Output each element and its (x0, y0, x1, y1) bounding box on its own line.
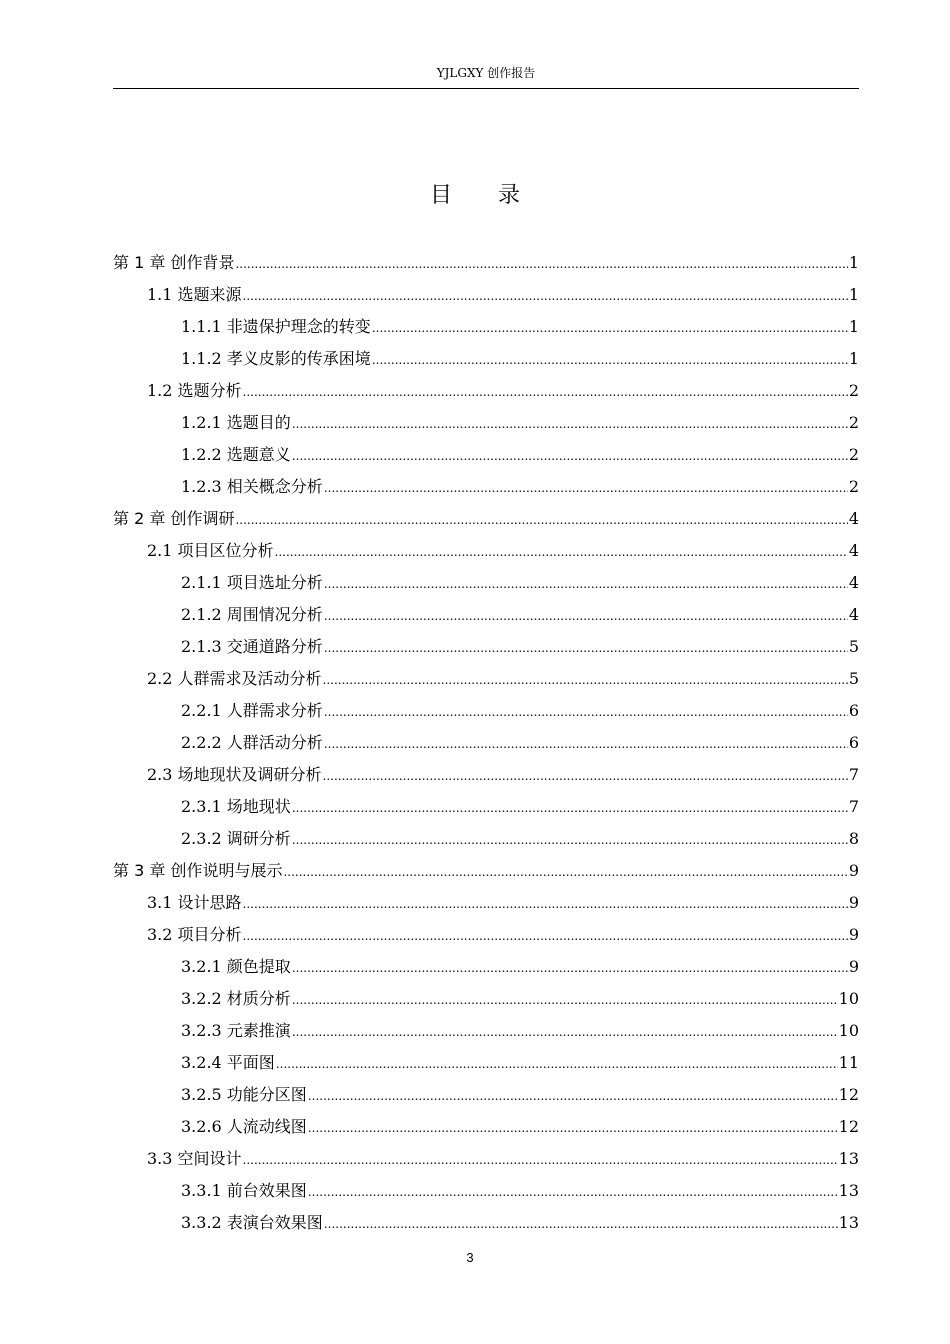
toc-entry-page: 2 (848, 445, 859, 464)
toc-entry-label: 1.1.1 非遗保护理念的转变 (181, 317, 371, 336)
toc-entry[interactable] (113, 407, 859, 439)
toc-entry-label: 2.2.2 人群活动分析 (181, 733, 323, 752)
toc-entry-page: 13 (838, 1213, 859, 1232)
toc-entry[interactable] (113, 727, 859, 759)
toc-entry-page: 10 (838, 1021, 859, 1040)
toc-entry-label: 2.3.2 调研分析 (181, 829, 291, 848)
toc-entry[interactable] (113, 1143, 859, 1175)
toc-dot-leader (292, 408, 848, 440)
toc-dot-leader (292, 440, 848, 472)
toc-entry-label: 3.1 设计思路 (147, 893, 242, 912)
toc-dot-leader (243, 376, 848, 408)
toc-entry-page: 4 (848, 509, 859, 528)
toc-entry-label: 3.3.1 前台效果图 (181, 1181, 307, 1200)
toc-entry-label: 2.3.1 场地现状 (181, 797, 291, 816)
toc-entry-page: 1 (848, 285, 859, 304)
toc-entry-page: 13 (838, 1181, 859, 1200)
toc-list (113, 247, 859, 1239)
toc-entry-page: 4 (848, 605, 859, 624)
toc-entry[interactable] (113, 791, 859, 823)
toc-entry-label: 3.2.6 人流动线图 (181, 1117, 307, 1136)
toc-entry-page: 1 (848, 253, 859, 272)
toc-entry[interactable] (113, 343, 859, 375)
toc-entry-label: 2.2.1 人群需求分析 (181, 701, 323, 720)
toc-entry[interactable] (113, 919, 859, 951)
toc-entry[interactable] (113, 855, 859, 887)
toc-dot-leader (308, 1176, 838, 1208)
toc-entry[interactable] (113, 311, 859, 343)
toc-entry-page: 7 (848, 797, 859, 816)
toc-entry[interactable] (113, 535, 859, 567)
toc-entry-page: 9 (848, 957, 859, 976)
toc-dot-leader (308, 1080, 838, 1112)
toc-dot-leader (323, 664, 848, 696)
toc-entry-page: 11 (838, 1053, 859, 1072)
toc-dot-leader (243, 1144, 838, 1176)
toc-title (0, 180, 950, 212)
toc-entry-label: 3.2.5 功能分区图 (181, 1085, 307, 1104)
toc-entry[interactable] (113, 599, 859, 631)
toc-entry[interactable] (113, 1015, 859, 1047)
toc-entry-label: 1.2.1 选题目的 (181, 413, 291, 432)
toc-entry-label: 第 2 章 创作调研 (113, 509, 235, 528)
toc-entry[interactable] (113, 1175, 859, 1207)
toc-entry-page: 12 (838, 1085, 859, 1104)
toc-entry[interactable] (113, 823, 859, 855)
toc-dot-leader (243, 888, 848, 920)
toc-entry-label: 3.2.2 材质分析 (181, 989, 291, 1008)
toc-entry[interactable] (113, 759, 859, 791)
toc-dot-leader (324, 632, 848, 664)
toc-entry-label: 3.2.4 平面图 (181, 1053, 275, 1072)
toc-entry-label: 3.2.3 元素推演 (181, 1021, 291, 1040)
toc-entry-page: 5 (848, 669, 859, 688)
toc-dot-leader (292, 1016, 838, 1048)
page-number: 3 (466, 1250, 474, 1265)
page-header: YJLGXY 创作报告 (436, 66, 536, 80)
toc-entry-page: 10 (838, 989, 859, 1008)
toc-entry-label: 1.1 选题来源 (147, 285, 242, 304)
toc-dot-leader (283, 856, 847, 888)
toc-entry-label: 2.3 场地现状及调研分析 (147, 765, 322, 784)
toc-entry[interactable] (113, 1111, 859, 1143)
toc-entry-label: 1.2 选题分析 (147, 381, 242, 400)
toc-dot-leader (324, 472, 848, 504)
toc-dot-leader (235, 248, 847, 280)
toc-dot-leader (308, 1112, 838, 1144)
toc-dot-leader (324, 600, 848, 632)
toc-entry[interactable] (113, 663, 859, 695)
toc-dot-leader (372, 344, 848, 376)
toc-dot-leader (276, 1048, 838, 1080)
toc-entry-label: 3.2.1 颜色提取 (181, 957, 291, 976)
toc-entry-page: 2 (848, 413, 859, 432)
toc-entry-page: 1 (848, 317, 859, 336)
toc-entry[interactable] (113, 1047, 859, 1079)
toc-entry-label: 2.1.1 项目选址分析 (181, 573, 323, 592)
toc-entry[interactable] (113, 951, 859, 983)
toc-entry-page: 2 (848, 381, 859, 400)
toc-entry-label: 2.1.3 交通道路分析 (181, 637, 323, 656)
toc-entry[interactable] (113, 439, 859, 471)
toc-dot-leader (243, 280, 848, 312)
toc-entry-label: 2.1.2 周围情况分析 (181, 605, 323, 624)
toc-entry-page: 6 (848, 701, 859, 720)
toc-entry[interactable] (113, 631, 859, 663)
toc-entry[interactable] (113, 983, 859, 1015)
header-divider (113, 88, 859, 89)
toc-entry[interactable] (113, 1207, 859, 1239)
toc-entry-page: 9 (848, 925, 859, 944)
toc-entry-label: 1.1.2 孝义皮影的传承困境 (181, 349, 371, 368)
toc-dot-leader (372, 312, 848, 344)
toc-entry-page: 5 (848, 637, 859, 656)
toc-entry-page: 6 (848, 733, 859, 752)
toc-dot-leader (235, 504, 847, 536)
toc-entry-page: 1 (848, 349, 859, 368)
toc-entry-page: 9 (848, 861, 859, 880)
toc-entry-label: 2.2 人群需求及活动分析 (147, 669, 322, 688)
toc-entry[interactable] (113, 1079, 859, 1111)
toc-entry-label: 2.1 项目区位分析 (147, 541, 274, 560)
toc-dot-leader (243, 920, 848, 952)
toc-entry-label: 3.3 空间设计 (147, 1149, 242, 1168)
toc-entry-page: 13 (838, 1149, 859, 1168)
toc-entry[interactable] (113, 695, 859, 727)
toc-dot-leader (324, 1208, 838, 1240)
toc-dot-leader (323, 760, 848, 792)
toc-dot-leader (292, 984, 838, 1016)
toc-dot-leader (292, 952, 848, 984)
toc-entry[interactable] (113, 279, 859, 311)
toc-entry-label: 第 3 章 创作说明与展示 (113, 861, 283, 880)
toc-entry[interactable] (113, 503, 859, 535)
toc-dot-leader (324, 568, 848, 600)
toc-entry-page: 4 (848, 573, 859, 592)
toc-entry[interactable] (113, 247, 859, 279)
toc-entry-page: 9 (848, 893, 859, 912)
toc-entry-page: 8 (848, 829, 859, 848)
toc-entry-label: 1.2.3 相关概念分析 (181, 477, 323, 496)
toc-entry-label: 3.3.2 表演台效果图 (181, 1213, 323, 1232)
toc-entry[interactable] (113, 887, 859, 919)
toc-entry-label: 第 1 章 创作背景 (113, 253, 235, 272)
toc-dot-leader (324, 728, 848, 760)
toc-entry-label: 1.2.2 选题意义 (181, 445, 291, 464)
toc-entry-page: 4 (848, 541, 859, 560)
toc-entry-label: 3.2 项目分析 (147, 925, 242, 944)
toc-entry-page: 12 (838, 1117, 859, 1136)
toc-entry-page: 7 (848, 765, 859, 784)
toc-dot-leader (324, 696, 848, 728)
toc-title-char-1: 目 (429, 183, 452, 208)
toc-entry[interactable] (113, 375, 859, 407)
toc-dot-leader (275, 536, 848, 568)
toc-title-char-2: 录 (498, 183, 521, 208)
toc-entry-page: 2 (848, 477, 859, 496)
toc-entry[interactable] (113, 471, 859, 503)
toc-dot-leader (292, 792, 848, 824)
toc-entry[interactable] (113, 567, 859, 599)
toc-dot-leader (292, 824, 848, 856)
